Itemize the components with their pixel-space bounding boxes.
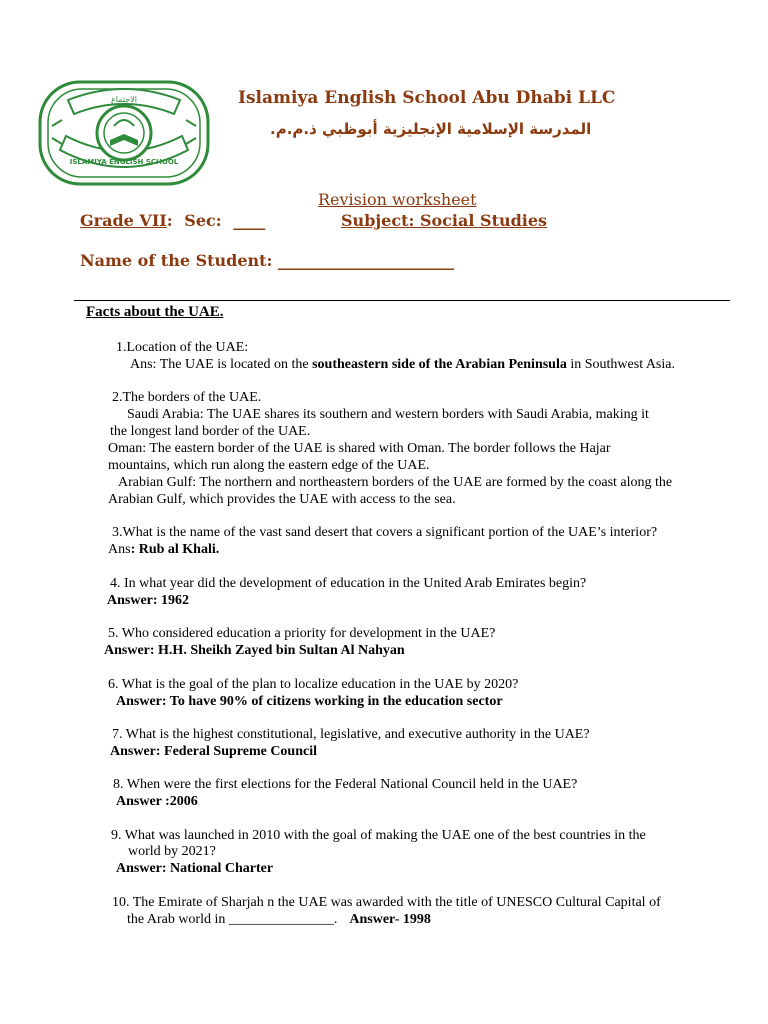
answer-10: Answer- 1998	[349, 912, 431, 927]
answer-4: Answer: 1962	[107, 593, 190, 608]
question-8: 8. When were the first elections for the Federal National Council held in the UAE?	[113, 777, 578, 792]
question-9-line-1: 9. What was launched in 2010 with the goal of making the UAE one of the best countries in the	[111, 828, 646, 843]
school-name-arabic: المدرسة الإسلامية الإنجليزية أبوظبي ذ.م.م.	[270, 120, 592, 138]
grade-line: Grade VII: Sec: ____	[80, 211, 266, 230]
school-logo	[38, 80, 210, 186]
answer-6: Answer: To have 90% of citizens working in the education sector	[116, 694, 503, 709]
question-10-line-1: 10. The Emirate of Sharjah n the UAE was awarded with the title of UNESCO Cultural Capital of	[112, 895, 661, 910]
answer-9: Answer: National Charter	[116, 861, 274, 876]
worksheet-title: Revision worksheet	[318, 190, 477, 209]
question-3: 3.What is the name of the vast sand desert that covers a significant portion of the UAE’s interior?	[112, 525, 658, 540]
question-1: 1.Location of the UAE:	[116, 340, 249, 355]
section-title: Facts about the UAE.	[86, 304, 224, 320]
section-blank: ____	[233, 211, 266, 230]
question-2: 2.The borders of the UAE.	[112, 390, 262, 405]
logo-top-text: الاجتماع	[111, 95, 137, 104]
answer-1	[130, 356, 675, 373]
border-gulf-2: Arabian Gulf, which provides the UAE with access to the sea.	[108, 492, 456, 507]
logo-bottom-text: ISLAMIYA ENGLISH SCHOOL	[69, 158, 179, 166]
question-6: 6. What is the goal of the plan to localize education in the UAE by 2020?	[108, 677, 519, 692]
border-oman-2: mountains, which run along the eastern edge of the UAE.	[108, 458, 430, 473]
school-name: Islamiya English School Abu Dhabi LLC	[238, 88, 616, 108]
answer-1-suffix: in Southwest Asia.	[566, 357, 675, 372]
grade-label: Grade VII	[80, 211, 167, 230]
subject-label: Subject: Social Studies	[341, 211, 548, 230]
answer-8: Answer :2006	[116, 794, 198, 809]
separator-line	[74, 300, 730, 301]
answer-7: Answer: Federal Supreme Council	[110, 744, 317, 759]
border-gulf-1: Arabian Gulf: The northern and northeastern borders of the UAE are formed by the coast along the	[118, 475, 673, 490]
answer-1-bold: southeastern side of the Arabian Peninsula	[312, 357, 567, 372]
answer-5: Answer: H.H. Sheikh Zayed bin Sultan Al Nahyan	[104, 643, 405, 658]
border-saudi-1: Saudi Arabia: The UAE shares its southern and western borders with Saudi Arabia, making it	[127, 407, 649, 422]
border-oman-1: Oman: The eastern border of the UAE is shared with Oman. The border follows the Hajar	[108, 441, 611, 456]
question-7: 7. What is the highest constitutional, legislative, and executive authority in the UAE?	[112, 727, 590, 742]
question-10-line-2	[127, 911, 431, 928]
question-4: 4. In what year did the development of education in the United Arab Emirates begin?	[110, 576, 587, 591]
answer-3-prefix: Ans	[108, 542, 131, 557]
question-5: 5. Who considered education a priority for development in the UAE?	[108, 626, 496, 641]
section-label: Sec:	[184, 211, 222, 230]
question-10-blank: the Arab world in _______________.	[127, 912, 338, 927]
student-name-field: Name of the Student: ______________________	[80, 251, 455, 270]
answer-3-bold: : Rub al Khali.	[130, 542, 220, 557]
border-saudi-2: the longest land border of the UAE.	[110, 424, 311, 439]
question-9-line-2: world by 2021?	[128, 844, 216, 859]
answer-3	[108, 541, 219, 558]
answer-1-prefix: Ans: The UAE is located on the	[130, 357, 313, 372]
